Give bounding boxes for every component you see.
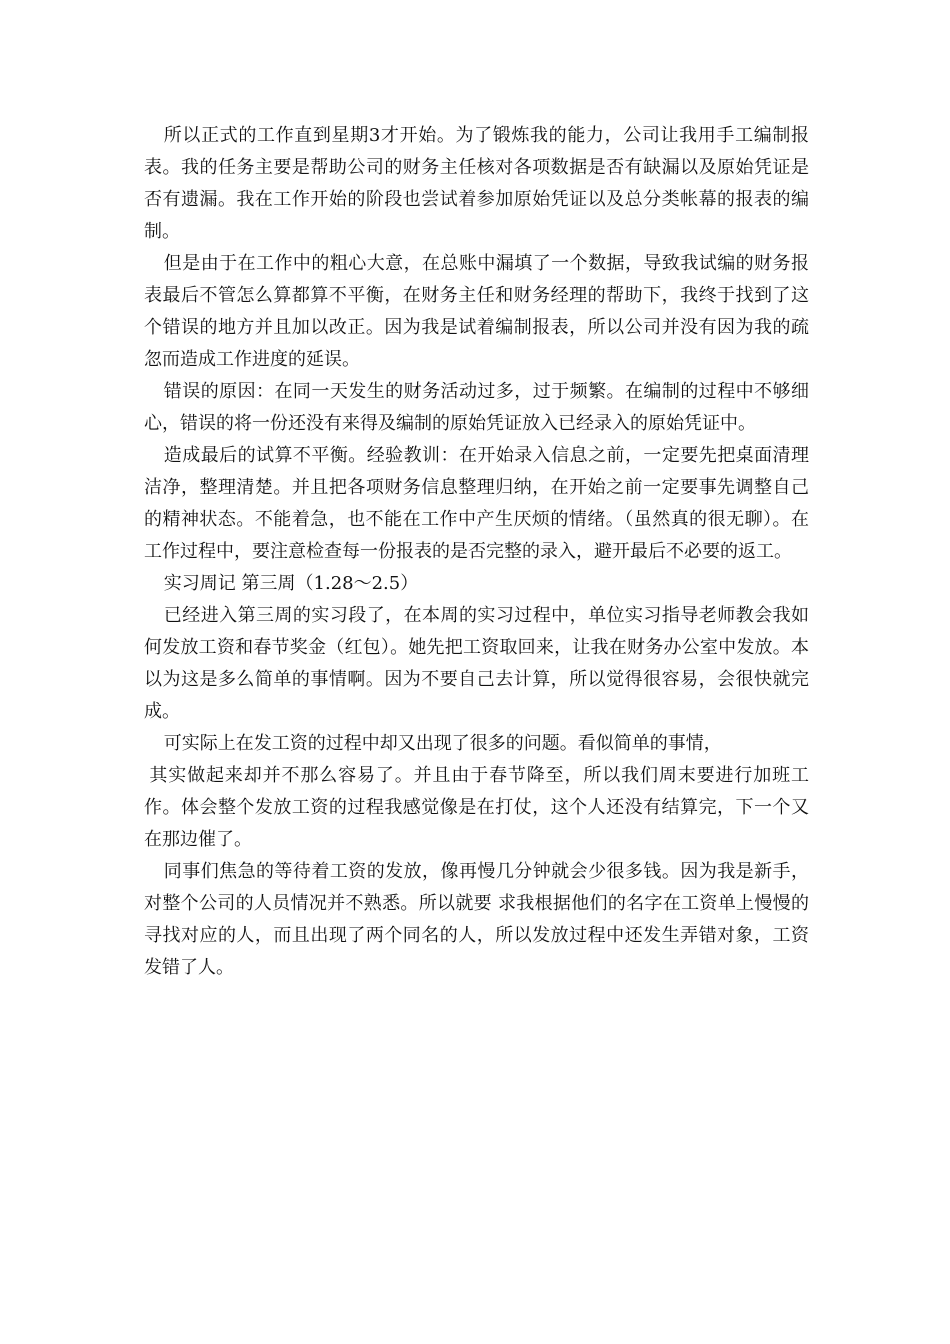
paragraph-4: 造成最后的试算不平衡。经验教训：在开始录入信息之前，一定要先把桌面清理洁净，整理清楚。并且把各项财务信息整理归纳，在开始之前一定要事先调整自己的精神状态。不能着急，也不能在工作中产生厌烦的情绪。（虽然真的很无聊）。在工作过程中，要注意检查每一份报表的是否完整的录入，避开最后不必要的返工。 bbox=[144, 445, 809, 562]
paragraph-6: 可实际上在发工资的过程中却又出现了很多的问题。看似简单的事情， bbox=[163, 733, 722, 754]
paragraph-7: 其实做起来却并不那么容易了。并且由于春节降至，所以我们周末要进行加班工作。体会整个发放工资的过程我感觉像是在打仗，这个人还没有结算完，下一个又在那边催了。 bbox=[144, 765, 809, 850]
document-body bbox=[144, 120, 809, 984]
paragraph-2: 但是由于在工作中的粗心大意，在总账中漏填了一个数据，导致我试编的财务报表最后不管怎么算都算不平衡，在财务主任和财务经理的帮助下，我终于找到了这个错误的地方并且加以改正。因为我是试着编制报表，所以公司并没有因为我的疏忽而造成工作进度的延误。 bbox=[144, 253, 809, 370]
paragraph-3: 错误的原因：在同一天发生的财务活动过多，过于频繁。在编制的过程中不够细心，错误的将一份还没有来得及编制的原始凭证放入已经录入的原始凭证中。 bbox=[144, 381, 809, 434]
paragraph-8: 同事们焦急的等待着工资的发放，像再慢几分钟就会少很多钱。因为我是新手，对整个公司的人员情况并不熟悉。所以就要 求我根据他们的名字在工资单上慢慢的寻找对应的人，而且出现了两个同名的人，所以发放过程中还发生弄错对象，工资发错了人。 bbox=[144, 861, 809, 978]
paragraph-1: 所以正式的工作直到星期3才开始。为了锻炼我的能力，公司让我用手工编制报表。我的任务主要是帮助公司的财务主任核对各项数据是否有缺漏以及原始凭证是否有遗漏。我在工作开始的阶段也尝试着参加原始凭证以及总分类帐幕的报表的编制。 bbox=[144, 125, 809, 242]
week-heading: 实习周记 第三周（1.28～2.5） bbox=[163, 573, 419, 594]
paragraph-5: 已经进入第三周的实习段了，在本周的实习过程中，单位实习指导老师教会我如何发放工资和春节奖金（红包）。她先把工资取回来，让我在财务办公室中发放。本以为这是多么简单的事情啊。因为不要自己去计算，所以觉得很容易，会很快就完成。 bbox=[144, 605, 809, 722]
